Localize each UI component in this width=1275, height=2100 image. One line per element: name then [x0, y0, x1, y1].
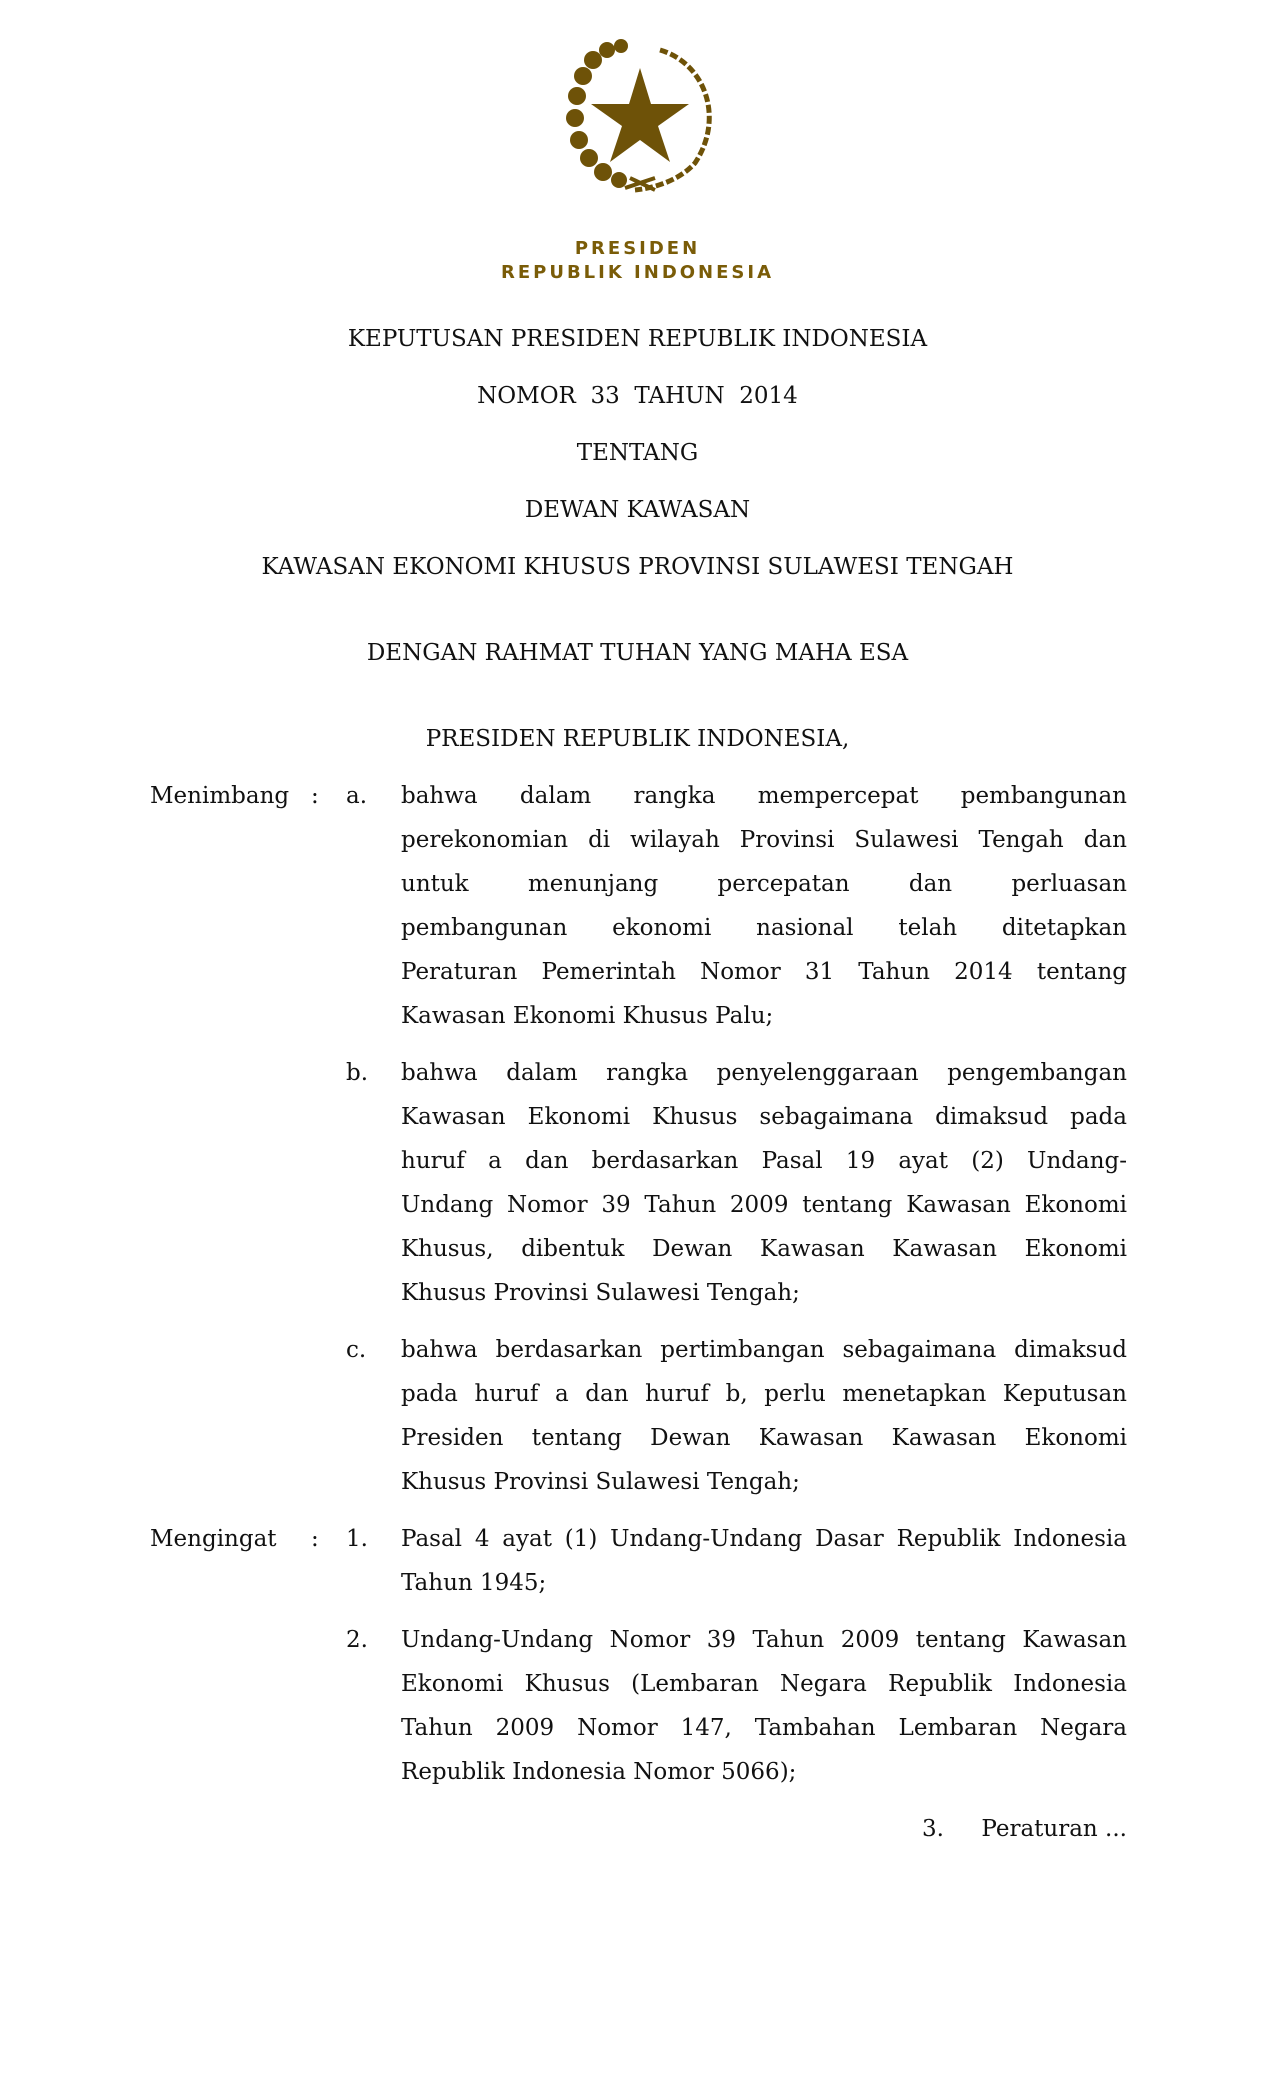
continuation-marker: 3.	[922, 1816, 944, 1842]
text-line: huruf a dan berdasarkan Pasal 19 ayat (2) Undang-	[401, 1148, 1127, 1174]
text-line: Kawasan Ekonomi Khusus Palu;	[401, 1003, 774, 1029]
text-line: Undang-Undang Nomor 39 Tahun 2009 tentang Kawasan	[401, 1627, 1127, 1653]
letterhead-line-1: PRESIDEN	[574, 238, 701, 259]
menimbang-item-c	[401, 1328, 1127, 1504]
decree-number: NOMOR 33 TAHUN 2014	[477, 383, 798, 409]
text-line: Peraturan Pemerintah Nomor 31 Tahun 2014 tentang	[401, 959, 1127, 985]
text-line: Ekonomi Khusus (Lembaran Negara Republik Indonesia	[401, 1671, 1127, 1697]
text-line: Khusus Provinsi Sulawesi Tengah;	[401, 1469, 800, 1495]
menimbang-colon: :	[311, 783, 319, 809]
item-marker: 2.	[346, 1627, 368, 1653]
mengingat-colon: :	[311, 1526, 319, 1552]
text-line: pada huruf a dan huruf b, perlu menetapkan Keputusan	[401, 1381, 1127, 1407]
garuda-presidential-emblem	[555, 38, 725, 198]
mengingat-item-2	[401, 1618, 1127, 1794]
letterhead-line-2: REPUBLIK INDONESIA	[500, 262, 775, 283]
menimbang-label: Menimbang	[150, 783, 290, 809]
item-marker: a.	[346, 783, 368, 809]
text-line: perekonomian di wilayah Provinsi Sulawesi Tengah dan	[401, 827, 1127, 853]
menimbang-item-b	[401, 1051, 1127, 1315]
decree-title: KEPUTUSAN PRESIDEN REPUBLIK INDONESIA	[347, 326, 928, 352]
mengingat-label: Mengingat	[150, 1526, 277, 1552]
text-line: Khusus, dibentuk Dewan Kawasan Kawasan Ekonomi	[401, 1236, 1127, 1262]
invocation: DENGAN RAHMAT TUHAN YANG MAHA ESA	[366, 640, 909, 666]
tentang-heading: TENTANG	[576, 440, 699, 466]
text-line: Presiden tentang Dewan Kawasan Kawasan Ekonomi	[401, 1425, 1127, 1451]
text-line: Tahun 1945;	[401, 1570, 547, 1596]
mengingat-item-1	[401, 1517, 1127, 1605]
text-line: untuk menunjang percepatan dan perluasan	[401, 871, 1127, 897]
star-icon	[591, 68, 689, 162]
subject-line-1: DEWAN KAWASAN	[524, 497, 751, 523]
text-line: Pasal 4 ayat (1) Undang-Undang Dasar Republik Indonesia	[401, 1526, 1127, 1552]
text-line: pembangunan ekonomi nasional telah ditetapkan	[401, 915, 1127, 941]
text-line: Republik Indonesia Nomor 5066);	[401, 1759, 797, 1785]
continuation-text: Peraturan ...	[981, 1816, 1127, 1842]
menimbang-item-a	[401, 774, 1127, 1038]
item-marker: b.	[346, 1060, 369, 1086]
text-line: Kawasan Ekonomi Khusus sebagaimana dimaksud pada	[401, 1104, 1127, 1130]
subject-line-2: KAWASAN EKONOMI KHUSUS PROVINSI SULAWESI TENGAH	[261, 554, 1014, 580]
text-line: bahwa berdasarkan pertimbangan sebagaimana dimaksud	[401, 1337, 1127, 1363]
text-line: bahwa dalam rangka penyelenggaraan pengembangan	[401, 1060, 1127, 1086]
text-line: bahwa dalam rangka mempercepat pembangunan	[401, 783, 1127, 809]
text-line: Undang Nomor 39 Tahun 2009 tentang Kawasan Ekonomi	[401, 1192, 1127, 1218]
text-line: Khusus Provinsi Sulawesi Tengah;	[401, 1280, 800, 1306]
president-heading: PRESIDEN REPUBLIK INDONESIA,	[425, 726, 850, 752]
item-marker: c.	[346, 1337, 367, 1363]
item-marker: 1.	[346, 1526, 368, 1552]
text-line: Tahun 2009 Nomor 147, Tambahan Lembaran Negara	[401, 1715, 1127, 1741]
